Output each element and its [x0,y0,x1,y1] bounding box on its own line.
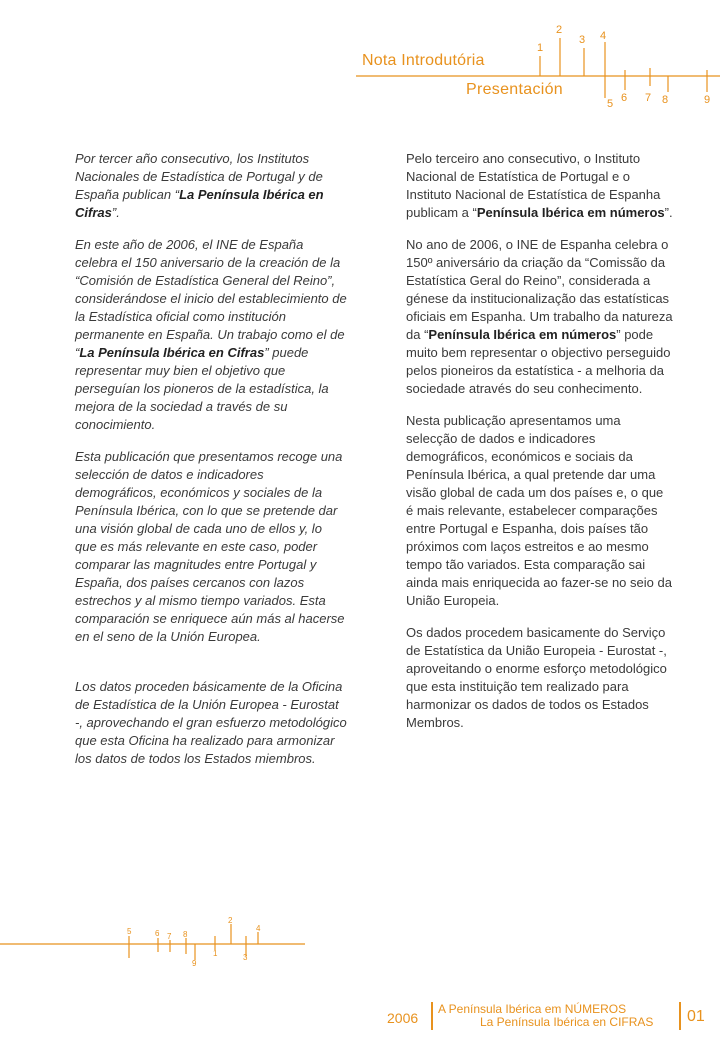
ruler-number: 9 [192,959,197,968]
paragraph [406,236,674,398]
ruler-number: 2 [228,916,233,925]
emphasis: Península Ibérica em números [476,205,665,220]
ruler-number: 3 [579,34,586,46]
emphasis: La Península Ibérica en Cifras [79,345,265,360]
text: En este año de 2006, el INE de España celebra el 150 aniversario de la creación de la “Comisión de Estadística General del Reino”, considerándose el inicio del establecimiento de la Estadística oficial como institución permanente en España. Un trabajo como el de “ [75,237,347,360]
emphasis: Península Ibérica em números [428,327,617,342]
text: ” puede representar muy bien el objetivo que perseguían los pioneros de la estadística, la mejora de la sociedad a través de su conocimiento. [75,345,329,432]
ruler-number: 8 [662,94,669,106]
ruler-number: 8 [183,930,188,939]
ruler-number: 4 [256,924,261,933]
section-title-pt: Nota Introdutória [362,52,485,69]
ruler-number: 5 [607,98,614,110]
text: Por tercer año consecutivo, los Institutos Nacionales de Estadística de Portugal y de España publican “ [75,151,323,202]
text: No ano de 2006, o INE de Espanha celebra o 150º aniversário da criação da “Comissão da Estatística Geral do Reino”, considerada a génese da institucionalização das estatísticas oficiais em Espanha. Um trabalho da natureza da “ [406,237,673,342]
footer-ruler-graphic [0,900,320,980]
paragraph: Os dados procedem basicamente do Serviço de Estatística da União Europeia - Eurostat -, aproveitando o enorme esforço metodológico que esta instituição tem realizado para harmonizar os dados de todos os Estados Membros. [406,625,667,730]
text: ” pode muito bem representar o objectivo perseguido pelos pioneiros da estatística - a melhoria da sociedade através do seu conhecimento. [406,327,671,396]
ruler-number: 7 [167,932,172,941]
ruler-number: 9 [704,94,711,106]
paragraph: Esta publicación que presentamos recoge una selección de datos e indicadores demográficos, económicos y sociales de la Península Ibérica, con lo que se pretende dar una visión global de cada uno de ellos y, lo que es más relevante en este caso, poder comparar las magnitudes entre Portugal y España, dos países cercanos con lazos estrechos y al mismo tiempo variados. Esta comparación se enriquece aún más al hacerse en el seno de la Unión Europea. [75,449,345,644]
ruler-number: 3 [243,953,248,962]
ruler-number: 1 [213,949,218,958]
emphasis: La Península Ibérica en Cifras [75,187,324,220]
text: ”. [111,205,120,220]
paragraph [406,150,674,222]
text: Pelo terceiro ano consecutivo, o Instituto Nacional de Estatística de Portugal e o Instituto Nacional de Estatística de Espanha publicam a “ [406,151,661,220]
page-number: 01 [687,1008,705,1025]
paragraph [75,236,347,434]
paragraph: Los datos proceden básicamente de la Oficina de Estadística de la Unión Europea - Eurostat -, aprovechando el gran esfuerzo metodológico que esta Oficina ha realizado para armonizar los datos de todos los Estados miembros. [75,679,347,766]
portuguese-text-column [406,150,674,746]
footer-title-pt: A Península Ibérica em NÚMEROS [438,1002,627,1016]
ruler-number: 1 [537,42,544,54]
footer-divider [678,1002,682,1030]
footer-year: 2006 [387,1010,419,1026]
ruler-number: 6 [621,92,628,104]
footer-divider [430,1002,434,1030]
text: ”. [664,205,673,220]
paragraph: Nesta publicação apresentamos uma selecção de dados e indicadores demográficos, económicos e sociais da Península Ibérica, a qual pretende dar uma visão global de cada um dos países e, o que é mais relevante, estabelecer comparações entre Portugal e Espanha, dois países tão próximos com laços estreitos e ao mesmo tempo tão variados. Esta comparação sai ainda mais enriquecida ao fazer-se no seio da União Europeia. [406,413,672,608]
ruler-number: 6 [155,929,160,938]
ruler-number: 4 [600,30,607,42]
ruler-number: 5 [127,927,132,936]
section-title-es: Presentación [466,81,563,98]
footer-title-es: La Península Ibérica en CIFRAS [480,1015,654,1029]
ruler-number: 7 [645,92,652,104]
ruler-number: 2 [556,24,563,36]
paragraph [75,150,347,222]
spanish-text-column [75,150,347,782]
